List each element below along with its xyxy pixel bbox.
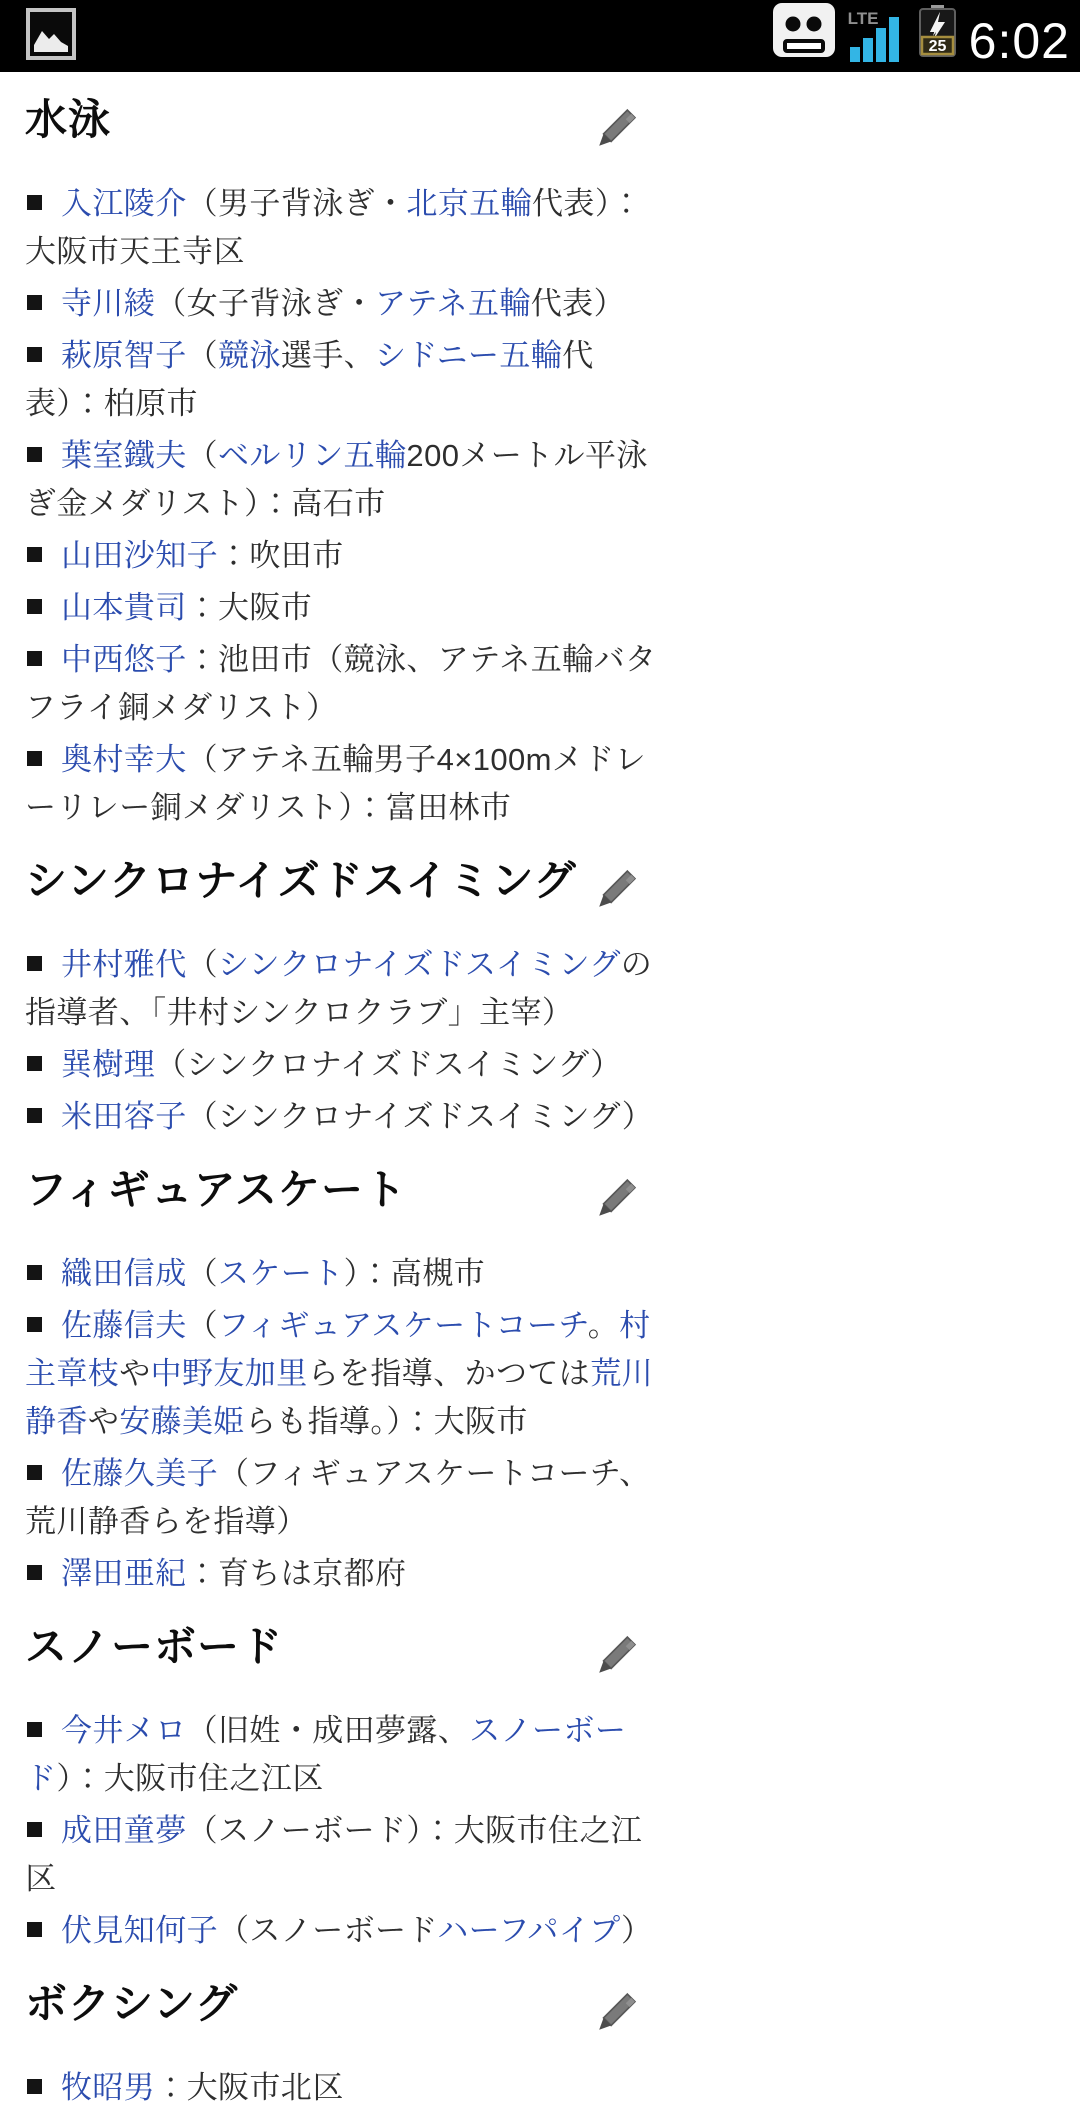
- list-item: [25, 532, 665, 580]
- section-title: スノーボード: [25, 1623, 284, 1670]
- article-content: [0, 72, 665, 2112]
- screenshot-icon: [26, 7, 76, 66]
- wiki-link[interactable]: 入江陵介: [61, 186, 187, 221]
- item-text: （旧姓・成田夢露、: [186, 1713, 470, 1748]
- item-text: （スノーボード: [218, 1913, 438, 1948]
- item-text: （スノーボード）：大阪市住之江区: [25, 1813, 643, 1896]
- item-text: （女子背泳ぎ・: [155, 286, 376, 321]
- wiki-link[interactable]: 葉室鐵夫: [61, 438, 187, 473]
- item-text: ：大阪市: [186, 590, 313, 625]
- signal-bars: [850, 17, 899, 62]
- list-item: [25, 1302, 665, 1446]
- wiki-link[interactable]: スケート: [218, 1256, 344, 1291]
- wiki-link[interactable]: 織田信成: [61, 1256, 187, 1291]
- list-item: [25, 941, 665, 1037]
- bullet-icon: [27, 1108, 42, 1123]
- edit-pencil-icon[interactable]: [590, 864, 642, 921]
- list-item: [25, 432, 665, 528]
- list-item: [25, 1093, 665, 1141]
- wiki-link[interactable]: シンクロナイズドスイミング: [218, 947, 621, 982]
- wiki-link[interactable]: 荒川静香: [25, 1356, 654, 1439]
- item-text: 代表）: [530, 286, 625, 321]
- status-bar: [0, 0, 1080, 72]
- wiki-link[interactable]: スノーボード: [25, 1713, 627, 1796]
- item-text: 200メートル平泳ぎ金メダリスト）：高石市: [25, 438, 648, 521]
- item-text: ：吹田市: [218, 538, 344, 573]
- section-title: シンクロナイズドスイミング: [25, 857, 577, 904]
- item-text: や: [119, 1356, 151, 1391]
- wiki-link[interactable]: シドニー五輪: [375, 338, 563, 373]
- bullet-icon: [27, 1056, 42, 1071]
- wiki-link[interactable]: 澤田亜紀: [61, 1556, 187, 1591]
- clock-text: 6:02: [968, 13, 1070, 69]
- bullet-icon: [27, 1822, 42, 1837]
- wiki-link[interactable]: 中野友加里: [150, 1356, 308, 1391]
- wiki-link[interactable]: 佐藤久美子: [61, 1456, 218, 1491]
- bullet-icon: [27, 651, 42, 666]
- bullet-icon: [27, 1922, 42, 1937]
- section-heading: [25, 858, 642, 921]
- battery-charging-icon: [919, 5, 956, 62]
- bullet-icon: [27, 547, 42, 562]
- item-text: ：池田市（競泳、アテネ五輪バタフライ銅メダリスト）: [25, 642, 657, 725]
- list-item: [25, 636, 665, 732]
- section-title: フィギュアスケート: [25, 1166, 407, 1213]
- item-text: 。: [587, 1308, 620, 1343]
- bullet-icon: [27, 1317, 42, 1332]
- item-text: （シンクロナイズドスイミング）: [155, 1047, 622, 1082]
- status-icons-cluster: [773, 3, 1070, 69]
- wiki-link[interactable]: 奥村幸大: [61, 742, 187, 777]
- list-item: [25, 280, 665, 328]
- section-heading: [25, 1624, 642, 1687]
- wiki-link[interactable]: 安藤美姫: [119, 1404, 245, 1439]
- bullet-icon: [27, 2079, 42, 2094]
- network-type-label: LTE: [847, 9, 879, 28]
- item-text: （シンクロナイズドスイミング）: [186, 1099, 654, 1134]
- list-item: [25, 1907, 665, 1955]
- list-item: [25, 1041, 665, 1089]
- wiki-link[interactable]: 山本貴司: [61, 590, 187, 625]
- wiki-link[interactable]: 井村雅代: [61, 947, 187, 982]
- item-text: （フィギュアスケートコーチ、荒川静香らを指導）: [25, 1456, 651, 1539]
- list-item: [25, 180, 665, 276]
- item-text: ：育ちは京都府: [186, 1556, 407, 1591]
- item-text: らも指導。）：大阪市: [244, 1404, 528, 1439]
- wiki-link[interactable]: ハーフパイプ: [437, 1913, 621, 1948]
- bullet-icon: [27, 1565, 42, 1580]
- list-item: [25, 1450, 665, 1546]
- bullet-icon: [27, 1265, 42, 1280]
- wiki-link[interactable]: フィギュアスケートコーチ: [218, 1308, 588, 1343]
- section-title: 水泳: [25, 96, 112, 143]
- edit-pencil-icon[interactable]: [590, 1173, 642, 1230]
- wiki-link[interactable]: 佐藤信夫: [61, 1308, 187, 1343]
- wiki-link[interactable]: 寺川綾: [61, 286, 156, 321]
- bullet-icon: [27, 295, 42, 310]
- item-text: （: [186, 338, 219, 373]
- item-text: （: [186, 1256, 219, 1291]
- wiki-link[interactable]: 成田童夢: [61, 1813, 187, 1848]
- wiki-link[interactable]: 米田容子: [61, 1099, 187, 1134]
- section-heading: [25, 97, 642, 160]
- battery-percent-text: 25: [928, 38, 947, 55]
- item-text: ）：大阪市住之江区: [56, 1761, 324, 1796]
- item-text: の指導者、「井村シンクロクラブ」主宰）: [25, 947, 653, 1030]
- wiki-link[interactable]: 競泳: [218, 338, 281, 373]
- item-text: ：大阪市北区: [155, 2070, 344, 2105]
- section-title: ボクシング: [25, 1980, 239, 2027]
- wiki-link[interactable]: 伏見知何子: [61, 1913, 218, 1948]
- list-item: [25, 2064, 665, 2112]
- item-text: （: [186, 1308, 219, 1343]
- wiki-link[interactable]: 牧昭男: [61, 2070, 156, 2105]
- list-item: [25, 736, 665, 832]
- list-item: [25, 584, 665, 632]
- section-heading: [25, 1981, 642, 2044]
- bullet-icon: [27, 347, 42, 362]
- wiki-link[interactable]: 村主章枝: [25, 1308, 651, 1391]
- list-item: [25, 1550, 665, 1598]
- list-item: [25, 1707, 665, 1803]
- edit-pencil-icon[interactable]: [590, 1630, 642, 1687]
- signal-strength-icon: [848, 4, 906, 62]
- wiki-link[interactable]: アテネ五輪: [375, 286, 531, 321]
- item-text: 選手、: [280, 338, 376, 373]
- wiki-link[interactable]: 山田沙知子: [61, 538, 218, 573]
- bullet-icon: [27, 447, 42, 462]
- item-text: ）：高槻市: [343, 1256, 486, 1291]
- list-item: [25, 332, 665, 428]
- item-text: 代表）：大阪市天王寺区: [25, 186, 643, 269]
- item-text: 代表）：柏原市: [25, 338, 594, 421]
- wiki-link[interactable]: 萩原智子: [61, 338, 187, 373]
- item-text: や: [87, 1404, 120, 1439]
- item-text: （アテネ五輪男子4×100mメドレーリレー銅メダリスト）：富田林市: [25, 742, 647, 825]
- section-heading: [25, 1167, 642, 1230]
- item-text: （: [186, 438, 219, 473]
- wiki-link[interactable]: 巽樹理: [61, 1047, 156, 1082]
- edit-pencil-icon[interactable]: [590, 1987, 642, 2044]
- bullet-icon: [27, 599, 42, 614]
- item-text: ）: [620, 1913, 653, 1948]
- wiki-link[interactable]: ベルリン五輪: [218, 438, 407, 473]
- item-text: （: [186, 947, 219, 982]
- bullet-icon: [27, 195, 42, 210]
- list-item: [25, 1250, 665, 1298]
- bullet-icon: [27, 1465, 42, 1480]
- wiki-link[interactable]: 今井メロ: [61, 1713, 187, 1748]
- notification-face-icon: [773, 3, 835, 62]
- wiki-link[interactable]: 中西悠子: [61, 642, 187, 677]
- wiki-link[interactable]: 北京五輪: [406, 186, 533, 221]
- edit-pencil-icon[interactable]: [590, 103, 642, 160]
- item-text: らを指導、かつては: [307, 1356, 591, 1391]
- list-item: [25, 1807, 665, 1903]
- bullet-icon: [27, 1722, 42, 1737]
- item-text: （男子背泳ぎ・: [186, 186, 407, 221]
- bullet-icon: [27, 751, 42, 766]
- bullet-icon: [27, 956, 42, 971]
